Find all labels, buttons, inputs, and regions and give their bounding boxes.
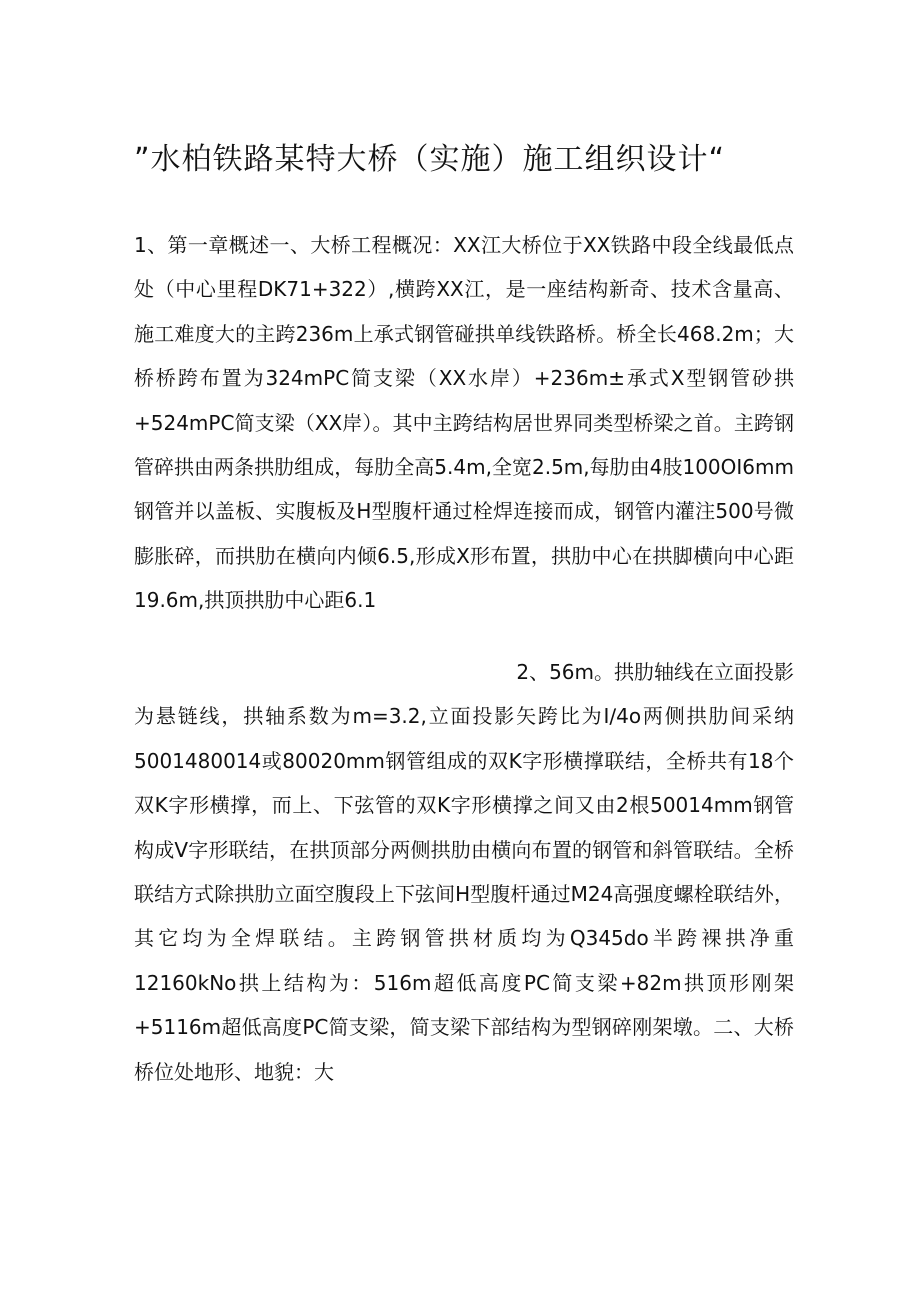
paragraph-arch-details [134,650,794,1120]
paragraph-body-text: 为悬链线，拱轴系数为m=3.2,立面投影矢跨比为I∕4o两侧拱肋间采纳5001480014或80020mm钢管组成的双K字形横撑联结，全桥共有18个双K字形横撑，而上、下弦管的双K字形横撑之间又由2根50014mm钢管构成V字形联结，在拱顶部分两侧拱肋由横向布置的钢管和斜管联结。全桥联结方式除拱肋立面空腹段上下弦间H型腹杆通过M24高强度螺栓联结外，其它均为全焊联结。主跨钢管拱材质均为Q345do半跨裸拱净重12160kNo拱上结构为：516m超低高度PC简支梁+82m拱顶形刚架+5116m超低高度PC简支梁，简支梁下部结构为型钢碎刚架墩。二、大桥桥位处地形、地貌：大 [134,704,794,1084]
paragraph-lead-line: 2、56m。拱肋轴线在立面投影 [516,660,794,684]
paragraph-overview: 1、第一章概述一、大桥工程概况：XX江大桥位于XX铁路中段全线最低点处（中心里程DK71+322）,横跨XX江，是一座结构新奇、技术含量高、施工难度大的主跨236m上承式钢管碰拱单线铁路桥。桥全长468.2m；大桥桥跨布置为324mPC简支梁（XX水岸）+236m±承式X型钢管砂拱+524mPC简支梁（XX岸）。其中主跨结构居世界同类型桥梁之首。主跨钢管碎拱由两条拱肋组成，每肋全高5.4m,全宽2.5m,每肋由4肢100OI6mm钢管并以盖板、实腹板及H型腹杆通过栓焊连接而成，钢管内灌注500号微膨胀碎，而拱肋在横向内倾6.5,形成X形布置，拱肋中心在拱脚横向中心距19.6m,拱顶拱肋中心距6.1 [134,233,794,613]
document-title: ”水柏铁路某特大桥（实施）施工组织设计“ [134,142,726,177]
